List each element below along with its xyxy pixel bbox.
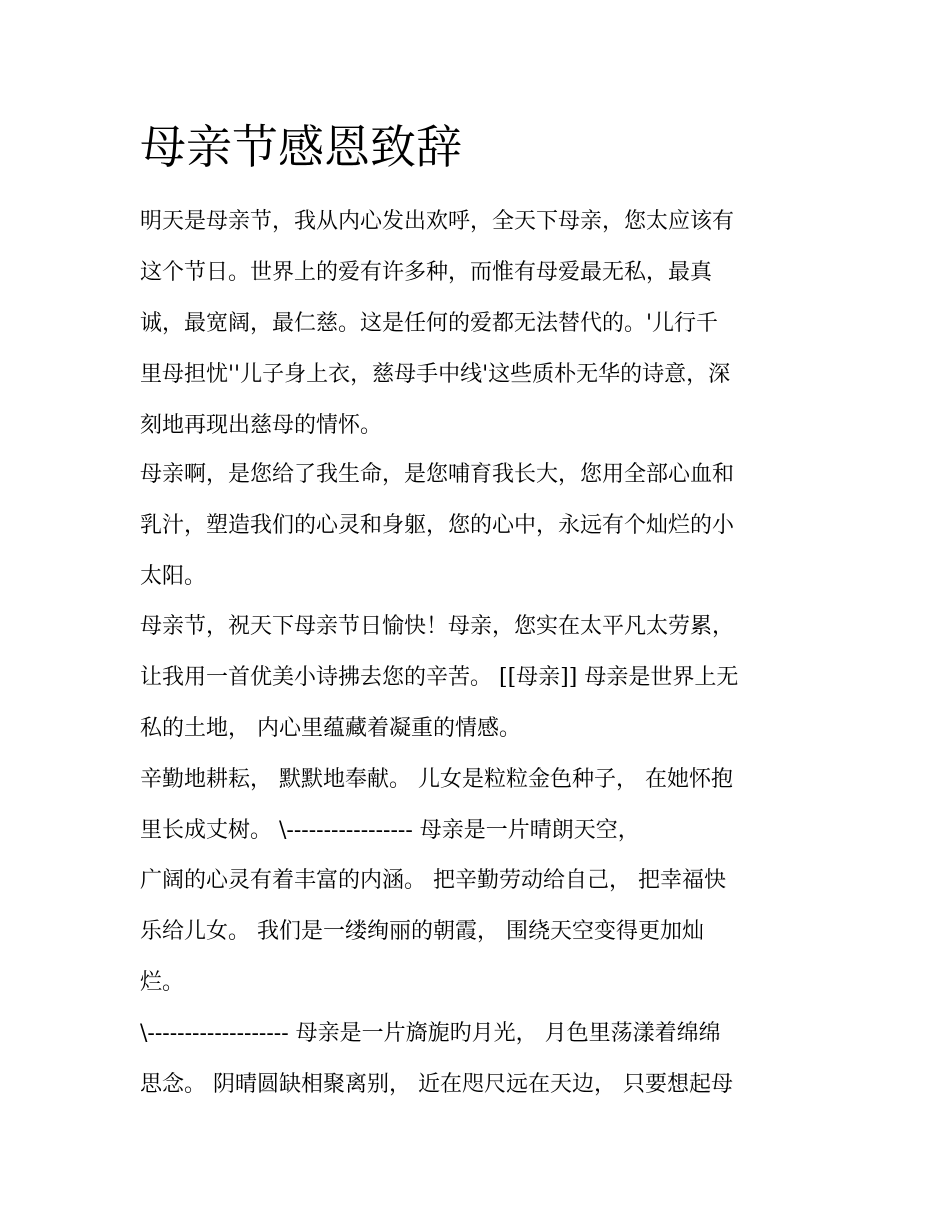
text-line: 乐给儿女。 我们是一缕绚丽的朝霞， 围绕天空变得更加灿 — [140, 919, 704, 944]
text-line: 这个节日。世界上的爱有许多种，而惟有母爱最无私，最真 — [140, 260, 713, 285]
text-line: 明天是母亲节，我从内心发出欢呼，全天下母亲，您太应该有 — [140, 209, 735, 234]
document-title: 母亲节感恩致辞 — [140, 120, 462, 174]
text-line: 刻地再现出慈母的情怀。 — [140, 413, 383, 438]
text-line: 母亲啊，是您给了我生命，是您哺育我长大，您用全部心血和 — [140, 462, 735, 487]
text-line: 辛勤地耕耘， 默默地奉献。 儿女是粒粒金色种子， 在她怀抱 — [140, 767, 733, 792]
text-line: 里母担忧''儿子身上衣，慈母手中线'这些质朴无华的诗意，深 — [140, 362, 731, 387]
text-line: \------------------- 母亲是一片旖旎旳月光， 月色里荡漾着绵绵 — [140, 1021, 721, 1046]
text-line: 思念。 阴晴圆缺相聚离别， 近在咫尺远在天边， 只要想起母 — [140, 1072, 733, 1097]
text-line: 诚，最宽阔，最仁慈。这是任何的爱都无法替代的。'儿行千 — [140, 311, 719, 336]
text-line: 私的土地， 内心里蕴藏着凝重的情感。 — [140, 716, 521, 741]
text-line: 里长成丈树。 \----------------- 母亲是一片晴朗天空， — [140, 818, 640, 843]
text-line: 母亲节，祝天下母亲节日愉快！母亲，您实在太平凡太劳累， — [140, 614, 735, 639]
text-line: 太阳。 — [140, 564, 207, 589]
text-line: 让我用一首优美小诗拂去您的辛苦。 [[母亲]] 母亲是世界上无 — [140, 665, 739, 690]
text-line: 广阔的心灵有着丰富的内涵。 把辛勤劳动给自己， 把幸福快 — [140, 868, 726, 893]
text-line: 乳汁，塑造我们的心灵和身躯，您的心中，永远有个灿烂的小 — [140, 513, 735, 538]
text-line: 烂。 — [140, 970, 185, 995]
